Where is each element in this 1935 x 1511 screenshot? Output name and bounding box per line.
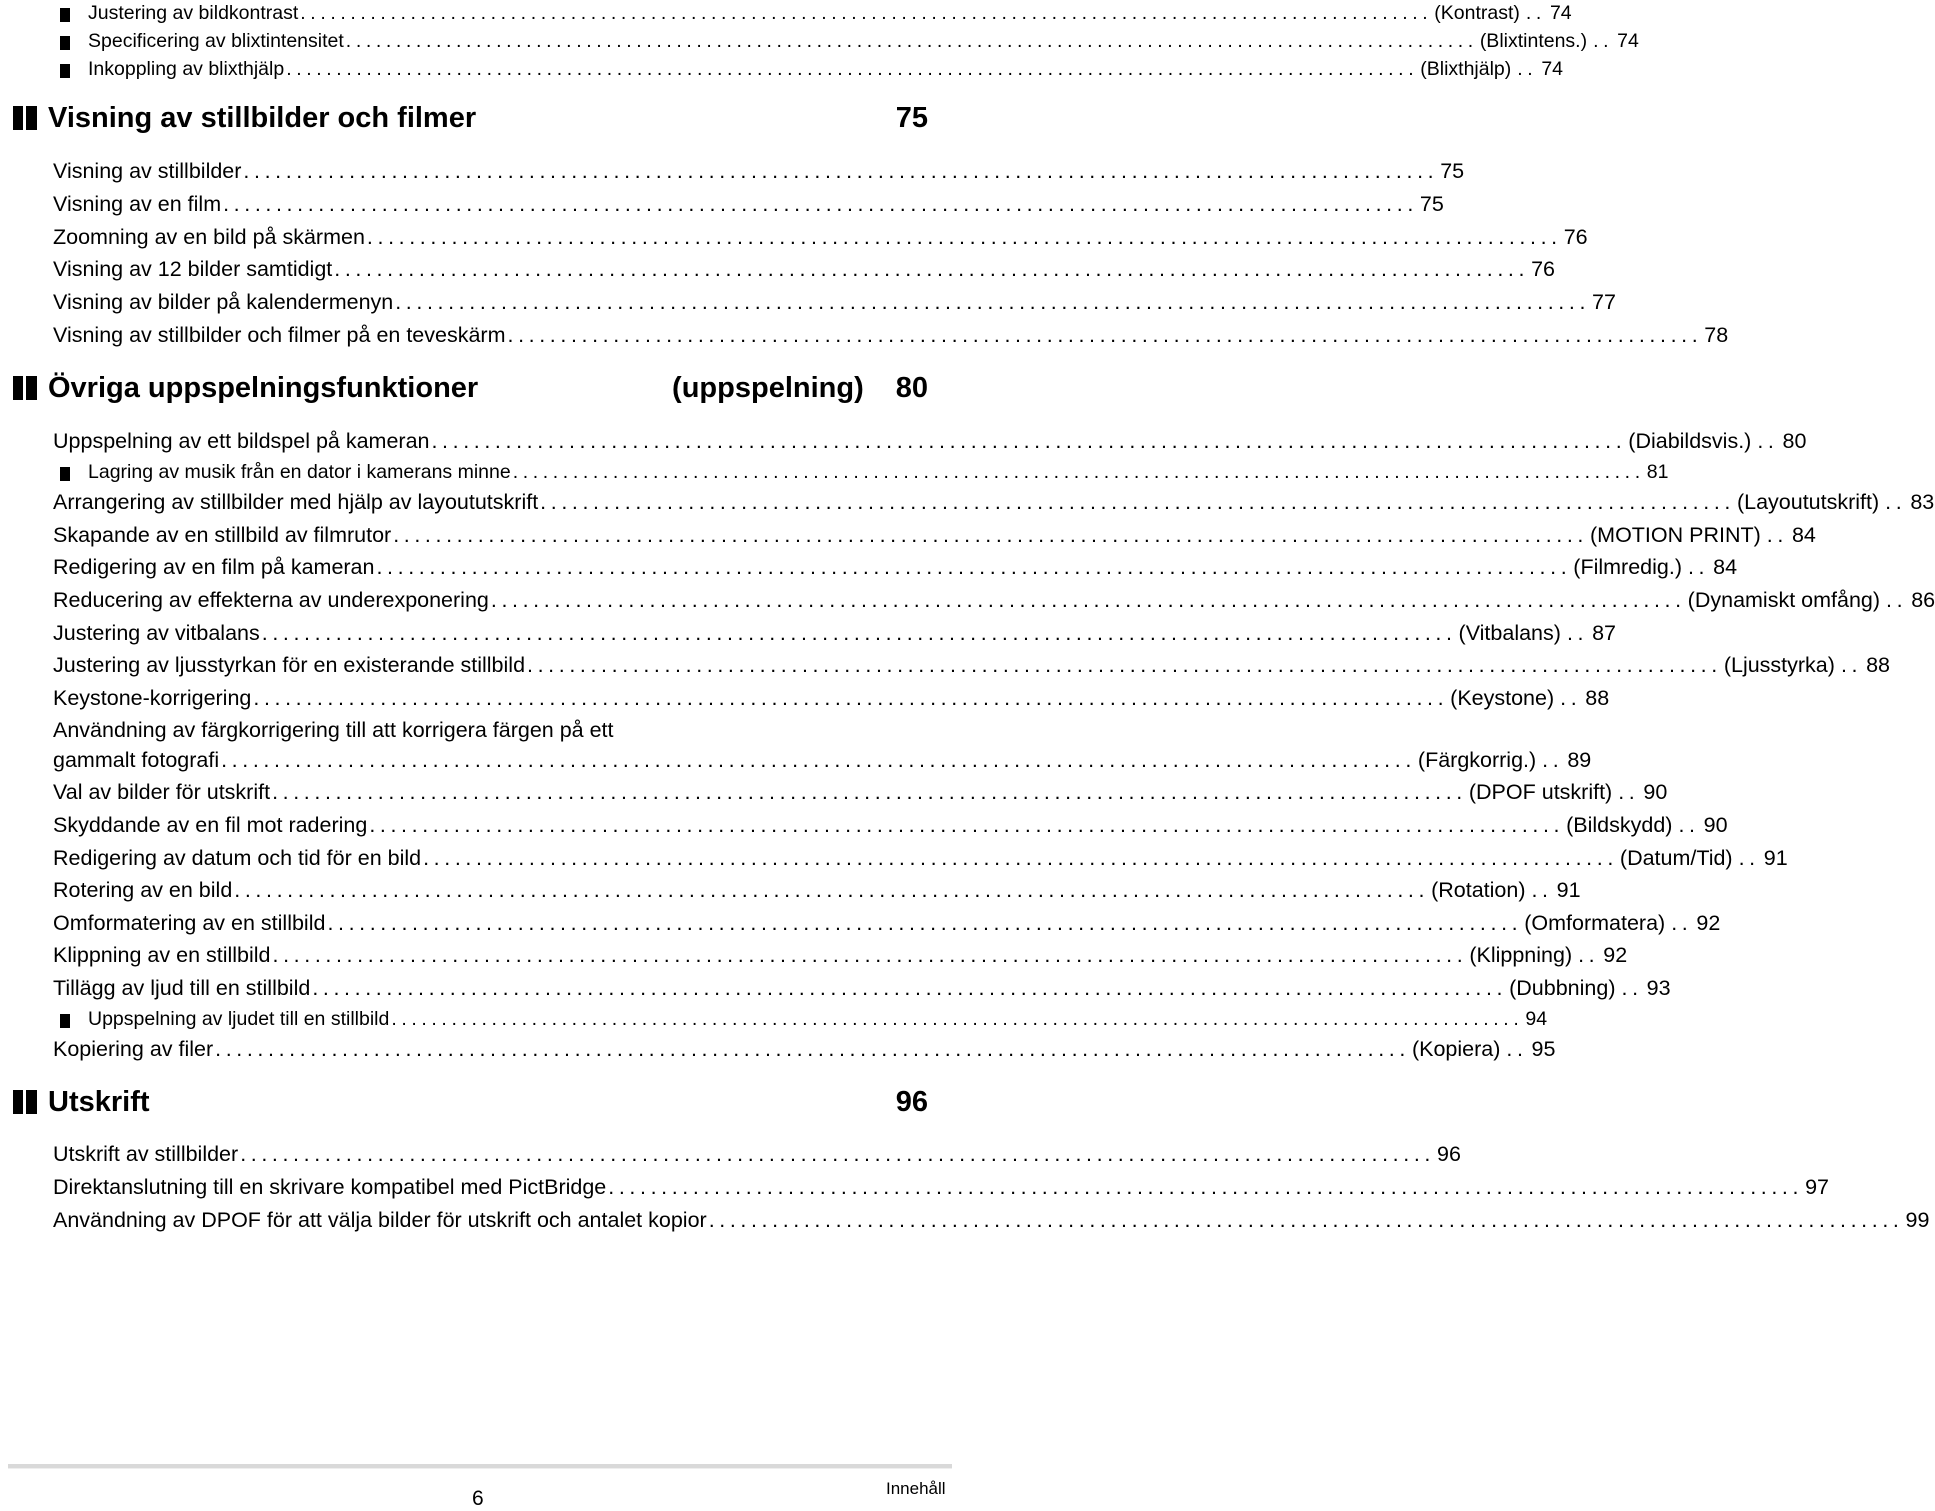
entry-label-line1: Användning av färgkorrigering till att korrigera färgen på ett: [53, 718, 614, 742]
entry-page: 84: [1713, 555, 1738, 579]
entry-page: 80: [1782, 429, 1807, 453]
entry-label: Visning av bilder på kalendermenyn: [53, 290, 394, 314]
toc-entry[interactable]: [53, 254, 1555, 284]
entry-label: Visning av stillbilder och filmer på en teveskärm: [53, 323, 506, 347]
entry-label: Utskrift av stillbilder: [53, 1142, 239, 1166]
entry-label: Omformatering av en stillbild: [53, 911, 326, 935]
entry-page: 75: [1419, 192, 1444, 216]
leader-dots: .................................................................................................................: [272, 780, 1467, 804]
bullet-icon: [60, 1014, 70, 1028]
footer-divider-shadow: [8, 1468, 952, 1469]
leader-dots: ..: [1885, 490, 1907, 514]
leader-dots: .................................................................................................................: [512, 461, 1645, 483]
toc-entry[interactable]: [53, 875, 1581, 905]
entry-tag: (Vitbalans): [1458, 621, 1561, 645]
leader-dots: ..: [1531, 878, 1553, 902]
entry-page: 94: [1525, 1008, 1548, 1030]
entry-page: 74: [1617, 30, 1639, 52]
entry-tag: (Kopiera): [1411, 1037, 1501, 1061]
toc-entry[interactable]: [53, 320, 1729, 350]
entry-label: Reducering av effekterna av underexponering: [53, 588, 489, 612]
entry-tag: (Ljusstyrka): [1723, 653, 1835, 677]
section-title: Övriga uppspelningsfunktioner: [48, 372, 479, 404]
entry-tag: (Dubbning): [1509, 976, 1616, 1000]
entry-tag: (Bildskydd): [1566, 813, 1673, 837]
entry-tag: (Färgkorrig.): [1417, 748, 1537, 772]
leader-dots: .................................................................................................................: [431, 429, 1627, 453]
entry-label: Keystone-korrigering: [53, 686, 252, 710]
leader-dots: .................................................................................................................: [312, 976, 1508, 1000]
leader-dots: .................................................................................................................: [234, 878, 1430, 902]
leader-dots: ..: [1560, 686, 1582, 710]
toc-entry[interactable]: [53, 777, 1668, 807]
toc-entry[interactable]: [53, 618, 1617, 648]
entry-label: Specificering av blixtintensitet: [88, 30, 344, 52]
leader-dots: .................................................................................................................: [507, 323, 1703, 347]
section-subtitle: (uppspelning): [672, 372, 864, 404]
entry-label: Lagring av musik från en dator i kamerans minne: [88, 461, 511, 483]
entry-label: Visning av en film: [53, 192, 222, 216]
entry-label: Inkoppling av blixthjälp: [88, 58, 285, 80]
toc-subentry[interactable]: [60, 0, 1572, 26]
entry-label: Uppspelning av ett bildspel på kameran: [53, 429, 430, 453]
leader-dots: .................................................................................................................: [608, 1175, 1804, 1199]
entry-tag: (DPOF utskrift): [1468, 780, 1613, 804]
leader-dots: ..: [1618, 780, 1640, 804]
entry-label: gammalt fotografi: [53, 748, 220, 772]
leader-dots: .................................................................................................................: [327, 911, 1523, 935]
leader-dots: ..: [1542, 748, 1564, 772]
toc-subentry[interactable]: [60, 1006, 1548, 1032]
page-number: 6: [472, 1487, 484, 1510]
entry-page: 83: [1910, 490, 1935, 514]
leader-dots: .................................................................................................................: [272, 943, 1468, 967]
leader-dots: .................................................................................................................: [253, 686, 1449, 710]
leader-dots: .................................................................................................................: [527, 653, 1722, 677]
entry-label: Visning av 12 bilder samtidigt: [53, 257, 333, 281]
leader-dots: .................................................................................................................: [490, 588, 1686, 612]
leader-dots: .................................................................................................................: [286, 58, 1419, 80]
leader-dots: .................................................................................................................: [366, 225, 1562, 249]
leader-dots: ..: [1678, 813, 1700, 837]
entry-page: 92: [1603, 943, 1628, 967]
entry-page: 99: [1905, 1208, 1930, 1232]
entry-page: 93: [1646, 976, 1671, 1000]
entry-label: Redigering av en film på kameran: [53, 555, 375, 579]
entry-label: Justering av vitbalans: [53, 621, 260, 645]
section-marker-icon: [13, 1090, 37, 1114]
entry-tag: (Datum/Tid): [1619, 846, 1733, 870]
toc-subentry[interactable]: [60, 459, 1669, 485]
entry-page: 88: [1585, 686, 1610, 710]
bullet-icon: [60, 64, 70, 78]
leader-dots: .................................................................................................................: [334, 257, 1530, 281]
footer-section-label: Innehåll: [886, 1479, 946, 1498]
section-title: Visning av stillbilder och filmer: [48, 102, 477, 134]
leader-dots: ..: [1621, 976, 1643, 1000]
entry-tag: (Dynamiskt omfång): [1687, 588, 1881, 612]
entry-page: 74: [1541, 58, 1564, 80]
entry-label: Visning av stillbilder: [53, 159, 242, 183]
entry-page: 76: [1563, 225, 1588, 249]
bullet-icon: [60, 8, 70, 22]
entry-label: Val av bilder för utskrift: [53, 780, 271, 804]
entry-label: Skapande av en stillbild av filmrutor: [53, 523, 392, 547]
entry-page: 90: [1643, 780, 1668, 804]
leader-dots: .................................................................................................................: [240, 1142, 1435, 1166]
entry-page: 81: [1646, 461, 1669, 483]
entry-page: 87: [1592, 621, 1617, 645]
section-page: 75: [895, 102, 928, 134]
entry-tag: (Diabildsvis.): [1628, 429, 1752, 453]
leader-dots: ..: [1578, 943, 1600, 967]
toc-entry[interactable]: [53, 1205, 1930, 1235]
entry-tag: (Blixthjälp): [1420, 58, 1512, 80]
toc-entry[interactable]: [53, 552, 1738, 582]
entry-page: 84: [1791, 523, 1816, 547]
toc-entry[interactable]: [53, 683, 1610, 713]
entry-label: Arrangering av stillbilder med hjälp av layoututskrift: [53, 490, 539, 514]
entry-label: Redigering av datum och tid för en bild: [53, 846, 422, 870]
toc-subentry[interactable]: [60, 56, 1564, 82]
entry-tag: (Rotation): [1431, 878, 1526, 902]
leader-dots: .................................................................................................................: [243, 159, 1439, 183]
leader-dots: ..: [1506, 1037, 1528, 1061]
entry-label: Justering av bildkontrast: [88, 2, 299, 24]
bullet-icon: [60, 36, 70, 50]
entry-page: 95: [1531, 1037, 1556, 1061]
leader-dots: ..: [1517, 58, 1538, 80]
entry-label: Zoomning av en bild på skärmen: [53, 225, 365, 249]
entry-page: 88: [1866, 653, 1891, 677]
leader-dots: ..: [1687, 555, 1710, 579]
entry-page: 75: [1440, 159, 1465, 183]
entry-page: 97: [1805, 1175, 1829, 1199]
leader-dots: .................................................................................................................: [369, 813, 1565, 837]
entry-page: 86: [1911, 588, 1935, 612]
entry-label: Kopiering av filer: [53, 1037, 214, 1061]
leader-dots: ..: [1593, 30, 1614, 52]
entry-page: 78: [1704, 323, 1729, 347]
toc-entry[interactable]: [53, 1034, 1556, 1064]
leader-dots: ..: [1738, 846, 1760, 870]
leader-dots: .................................................................................................................: [423, 846, 1618, 870]
entry-page: 76: [1531, 257, 1555, 281]
toc-entry[interactable]: [53, 908, 1721, 938]
section-page: 80: [895, 372, 928, 404]
section-marker-icon: [13, 106, 37, 130]
leader-dots: ..: [1525, 2, 1546, 24]
toc-entry[interactable]: [53, 156, 1465, 186]
entry-label: Uppspelning av ljudet till en stillbild: [88, 1008, 390, 1030]
entry-tag: (Filmredig.): [1573, 555, 1682, 579]
section-page: 96: [895, 1086, 928, 1118]
entry-tag: (Layoututskrift): [1736, 490, 1880, 514]
leader-dots: ..: [1840, 653, 1863, 677]
leader-dots: ..: [1671, 911, 1693, 935]
section-title: Utskrift: [48, 1086, 150, 1118]
entry-tag: (Blixtintens.): [1479, 30, 1588, 52]
section-heading[interactable]: [13, 1082, 928, 1122]
leader-dots: .................................................................................................................: [345, 30, 1478, 52]
toc-entry[interactable]: [53, 287, 1616, 317]
toc-entry[interactable]: [53, 843, 1788, 873]
leader-dots: .................................................................................................................: [391, 1008, 1524, 1030]
entry-page: 89: [1567, 748, 1592, 772]
leader-dots: ..: [1757, 429, 1779, 453]
entry-label: Rotering av en bild: [53, 878, 233, 902]
entry-label: Tillägg av ljud till en stillbild: [53, 976, 311, 1000]
bullet-icon: [60, 467, 70, 481]
leader-dots: ..: [1566, 621, 1589, 645]
leader-dots: .................................................................................................................: [708, 1208, 1904, 1232]
section-marker-icon: [13, 376, 37, 400]
toc-entry[interactable]: [53, 650, 1891, 680]
entry-label: Användning av DPOF för att välja bilder för utskrift och antalet kopior: [53, 1208, 707, 1232]
entry-label: Direktanslutning till en skrivare kompatibel med PictBridge: [53, 1175, 607, 1199]
toc-entry[interactable]: [53, 222, 1588, 252]
entry-page: 96: [1436, 1142, 1461, 1166]
toc-entry[interactable]: [53, 1139, 1461, 1169]
toc-entry[interactable]: [53, 810, 1728, 840]
toc-entry[interactable]: [53, 520, 1816, 550]
entry-page: 74: [1549, 2, 1572, 24]
entry-label: Justering av ljusstyrkan för en existerande stillbild: [53, 653, 526, 677]
leader-dots: .................................................................................................................: [300, 2, 1433, 24]
leader-dots: .................................................................................................................: [221, 748, 1416, 772]
leader-dots: .................................................................................................................: [395, 290, 1591, 314]
entry-page: 91: [1763, 846, 1788, 870]
leader-dots: .................................................................................................................: [393, 523, 1588, 547]
entry-page: 92: [1696, 911, 1721, 935]
section-heading[interactable]: [13, 98, 928, 138]
leader-dots: .................................................................................................................: [215, 1037, 1410, 1061]
entry-tag: (MOTION PRINT): [1590, 523, 1761, 547]
entry-page: 91: [1556, 878, 1581, 902]
entry-tag: (Keystone): [1450, 686, 1555, 710]
entry-tag: (Klippning): [1469, 943, 1573, 967]
entry-tag: (Omformatera): [1524, 911, 1666, 935]
entry-tag: (Kontrast): [1434, 2, 1520, 24]
leader-dots: ..: [1766, 523, 1788, 547]
leader-dots: ..: [1886, 588, 1908, 612]
toc-entry[interactable]: [53, 585, 1935, 615]
leader-dots: .................................................................................................................: [540, 490, 1735, 514]
toc-entry[interactable]: [53, 745, 1592, 775]
entry-label: Klippning av en stillbild: [53, 943, 271, 967]
toc-entry[interactable]: [53, 940, 1628, 970]
toc-subentry[interactable]: [60, 28, 1639, 54]
leader-dots: .................................................................................................................: [261, 621, 1457, 645]
entry-label: Skyddande av en fil mot radering: [53, 813, 368, 837]
toc-entry[interactable]: [53, 189, 1444, 219]
toc-entry[interactable]: [53, 1172, 1829, 1202]
leader-dots: .................................................................................................................: [223, 192, 1418, 216]
leader-dots: .................................................................................................................: [376, 555, 1572, 579]
toc-entry[interactable]: [53, 973, 1671, 1003]
section-heading[interactable]: [13, 368, 928, 408]
entry-page: 90: [1703, 813, 1728, 837]
toc-entry[interactable]: [53, 487, 1935, 517]
entry-page: 77: [1592, 290, 1616, 314]
toc-entry[interactable]: [53, 426, 1807, 456]
